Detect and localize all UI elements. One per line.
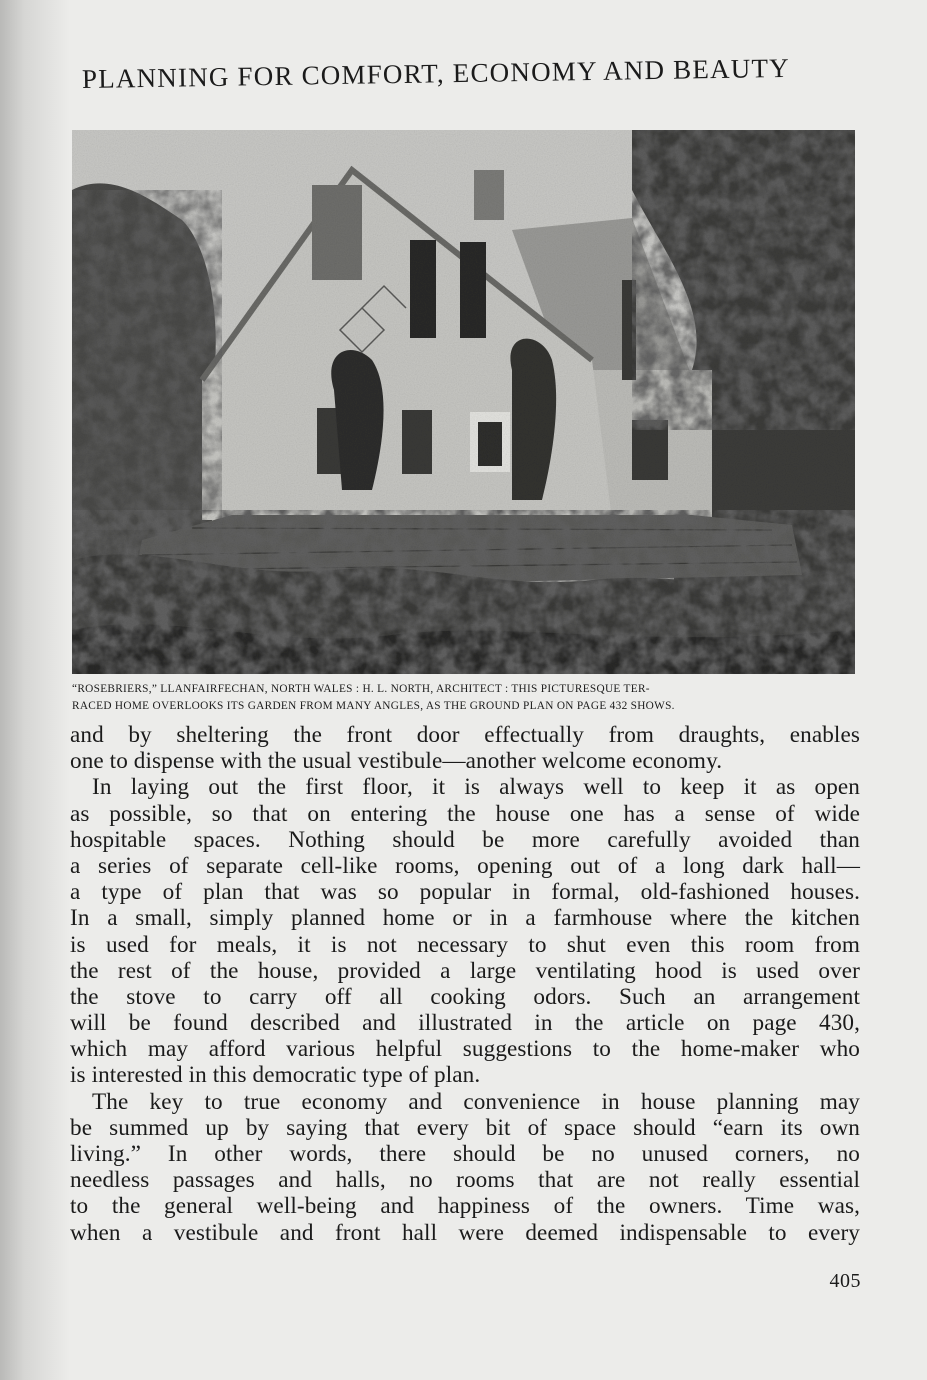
page-number: 405 [829, 1270, 861, 1292]
body-line: needless passages and halls, no rooms that are not really essential [70, 1167, 860, 1194]
body-line: The key to true economy and convenience in house planning may [92, 1088, 860, 1115]
body-line: to the general well-being and happiness of the owners. Time was, [70, 1193, 860, 1220]
body-line: when a vestibule and front hall were deemed indispensable to every [70, 1219, 860, 1246]
body-line: be summed up by saying that every bit of space should “earn its own [70, 1114, 860, 1141]
body-line: a series of separate cell-like rooms, opening out of a long dark hall— [70, 852, 860, 879]
caption-line: RACED HOME OVERLOOKS ITS GARDEN FROM MANY ANGLES, AS THE GROUND PLAN ON PAGE 432 SHOWS. [72, 700, 675, 712]
body-line: one to dispense with the usual vestibule—another welcome economy. [70, 748, 723, 775]
house-photograph-drawing [72, 130, 855, 674]
body-line: will be found described and illustrated in the article on page 430, [70, 1010, 860, 1037]
page-gutter-shadow [0, 0, 70, 1380]
running-head: PLANNING FOR COMFORT, ECONOMY AND BEAUTY [81, 52, 791, 94]
body-line: which may afford various helpful suggestions to the home-maker who [70, 1036, 860, 1063]
house-photograph [72, 130, 855, 674]
body-line: the rest of the house, provided a large ventilating hood is used over [70, 957, 860, 984]
body-line: hospitable spaces. Nothing should be more carefully avoided than [70, 826, 860, 853]
body-line: In laying out the first floor, it is always well to keep it as open [92, 774, 860, 801]
body-line: is interested in this democratic type of plan. [70, 1062, 481, 1089]
body-line: the stove to carry off all cooking odors. Such an arrangement [70, 983, 860, 1010]
body-line: In a small, simply planned home or in a farmhouse where the kitchen [70, 905, 860, 932]
body-text [70, 722, 860, 1246]
body-line: as possible, so that on entering the house one has a sense of wide [70, 800, 860, 827]
body-line: and by sheltering the front door effectually from draughts, enables [70, 722, 860, 748]
caption-line: “ROSEBRIERS,” LLANFAIRFECHAN, NORTH WALES : H. L. NORTH, ARCHITECT : THIS PICTURESQUE TER- [72, 683, 650, 695]
photo-caption [72, 681, 862, 715]
body-line: a type of plan that was so popular in formal, old-fashioned houses. [70, 879, 860, 906]
body-line: living.” In other words, there should be no unused corners, no [70, 1141, 860, 1167]
body-line: is used for meals, it is not necessary to shut even this room from [70, 931, 860, 958]
